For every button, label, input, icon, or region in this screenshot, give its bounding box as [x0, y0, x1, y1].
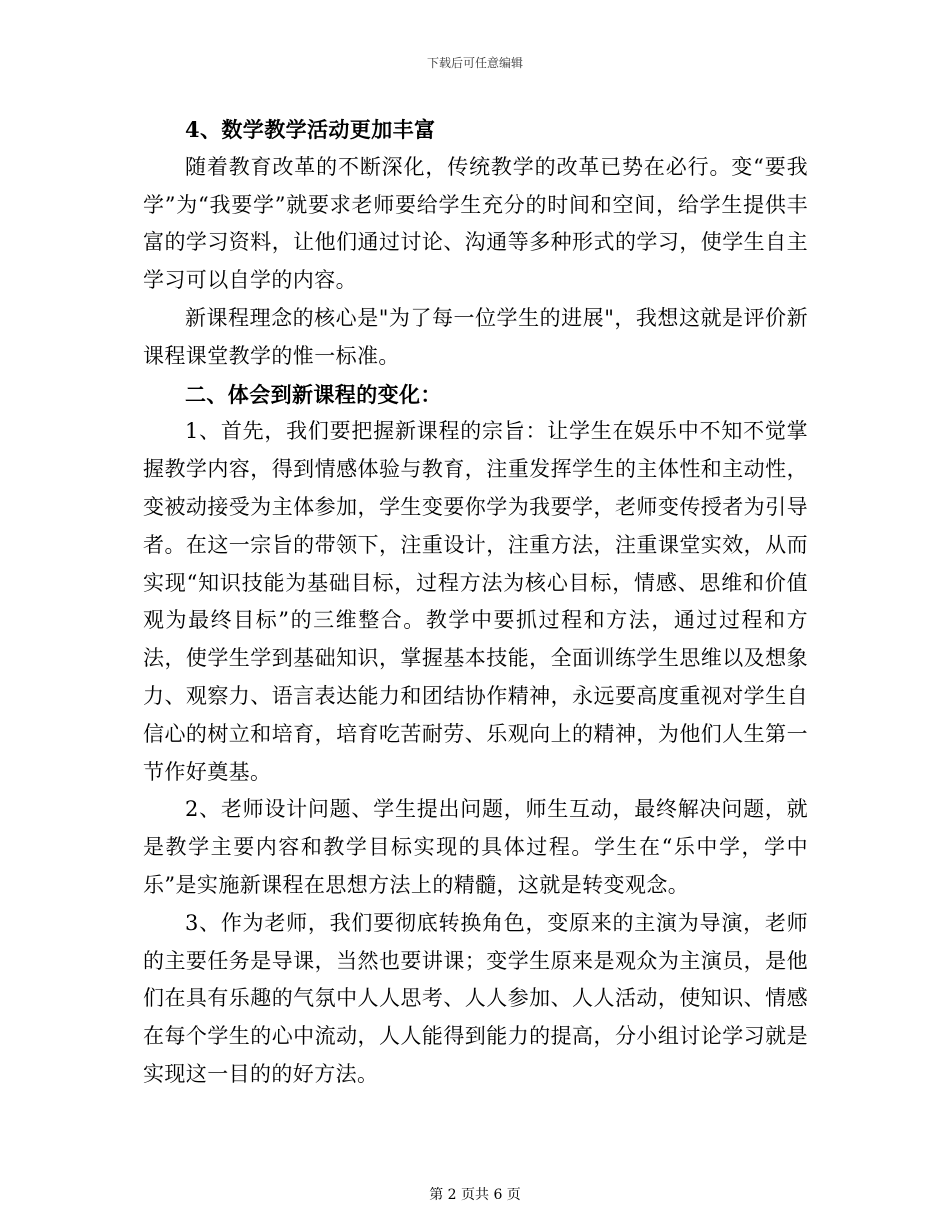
paragraph-core-concept: 新课程理念的核心是"为了每一位学生的进展"，我想这就是评价新课程课堂教学的惟一标准。 — [143, 305, 808, 368]
paragraph-point-2: 2、老师设计问题、学生提出问题，师生互动，最终解决问题，就是教学主要内容和教学目标实现的具体过程。学生在“乐中学，学中乐”是实施新课程在思想方法上的精髓，这就是转变观念。 — [143, 797, 808, 897]
paragraph-point-3: 3、作为老师，我们要彻底转换角色，变原来的主演为导演，老师的主要任务是导课，当然也要讲课；变学生原来是观众为主演员，是他们在具有乐趣的气氛中人人思考、人人参加、人人活动，使知识、情感在每个学生的心中流动，人人能得到能力的提高，分小组讨论学习就是实现这一目的的好方法。 — [143, 910, 808, 1086]
paragraph-reform: 随着教育改革的不断深化，传统教学的改革已势在必行。变“要我学”为“我要学”就要求老师要给学生充分的时间和空间，给学生提供丰富的学习资料，让他们通过讨论、沟通等多种形式的学习，使学生自主学习可以自学的内容。 — [143, 154, 808, 293]
page-header: 下载后可任意编辑 — [426, 56, 523, 70]
section-heading-2: 二、体会到新课程的变化： — [185, 381, 442, 407]
section-heading-4: 4、数学教学活动更加丰富 — [185, 117, 436, 142]
page-footer: 第 2 页共 6 页 — [429, 1187, 521, 1203]
paragraph-point-1: 1、首先，我们要把握新课程的宗旨：让学生在娱乐中不知不觉掌握教学内容，得到情感体验与教育，注重发挥学生的主体性和主动性，变被动接受为主体参加，学生变要你学为我要学，老师变传授者为引导者。在这一宗旨的带领下，注重设计，注重方法，注重课堂实效，从而实现“知识技能为基础目标，过程方法为核心目标，情感、思维和价值观为最终目标”的三维整合。教学中要抓过程和方法，通过过程和方法，使学生学到基础知识，掌握基本技能，全面训练学生思维以及想象力、观察力、语言表达能力和团结协作精神，永远要高度重视对学生自信心的树立和培育，培育吃苦耐劳、乐观向上的精神，为他们人生第一节作好奠基。 — [143, 419, 808, 784]
document-body — [143, 110, 808, 1094]
